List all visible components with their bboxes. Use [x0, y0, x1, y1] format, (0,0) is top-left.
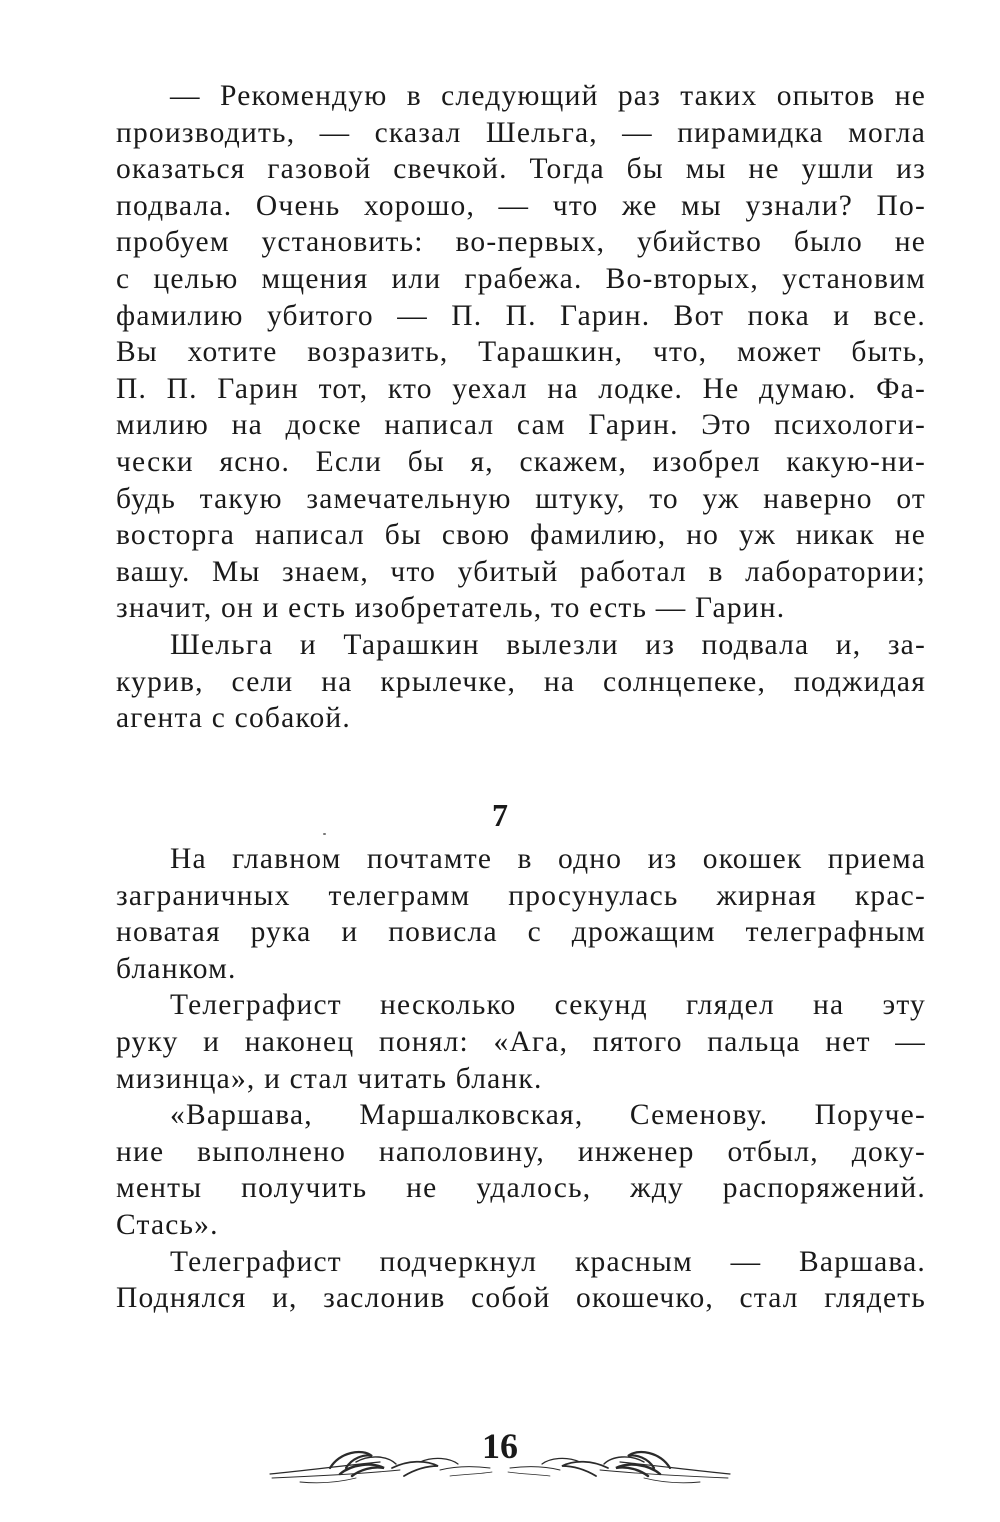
text-line: П. П. Гарин тот, кто уехал на лодке. Не думаю. Фа-: [116, 372, 926, 405]
text-line: милию на доске написал сам Гарин. Это психологи-: [116, 409, 926, 442]
text-line: заграничных телеграмм просунулась жирная крас-: [116, 879, 926, 912]
text-line: «Варшава, Маршалковская, Семенову. Поруче-: [170, 1099, 926, 1132]
text-line: Телеграфист подчеркнул красным — Варшава.: [170, 1245, 926, 1278]
text-line: пробуем установить: во-первых, убийство было не: [116, 226, 926, 259]
text-line: На главном почтамте в одно из окошек приема: [170, 843, 926, 875]
text-line: курив, сели на крылечке, на солнцепеке, поджидая: [116, 665, 926, 698]
text-line: новатая рука и повисла с дрожащим телеграфным: [116, 916, 926, 949]
paragraph: [116, 1244, 926, 1317]
text-line: менты получить не удалось, жду распоряжений.: [116, 1172, 926, 1205]
text-line: Вы хотите возразить, Тарашкин, что, может быть,: [116, 336, 926, 369]
paragraph: [116, 841, 926, 987]
text-line: будь такую замечательную штуку, то уж наверно от: [116, 482, 926, 515]
text-line: производить, — сказал Шельга, — пирамидка могла: [116, 116, 926, 149]
paragraph: [116, 627, 926, 737]
text-line: с целью мщения или грабежа. Во-вторых, установим: [116, 262, 926, 295]
text-line: агента с собакой.: [116, 702, 351, 735]
text-line: руку и наконец понял: «Ага, пятого пальца нет —: [116, 1025, 926, 1058]
text-line: чески ясно. Если бы я, скажем, изобрел какую-ни-: [116, 445, 926, 478]
text-line: — Рекомендую в следующий раз таких опытов не: [170, 80, 926, 112]
text-line: Шельга и Тарашкин вылезли из подвала и, за-: [170, 628, 926, 661]
text-line: ние выполнено наполовину, инженер отбыл, доку-: [116, 1135, 926, 1168]
page-number: 16: [482, 1426, 518, 1466]
text-line: Телеграфист несколько секунд глядел на эту: [170, 989, 926, 1022]
paragraph: [116, 78, 926, 627]
text-line: вашу. Мы знаем, что убитый работал в лаборатории;: [116, 555, 926, 588]
text-line: бланком.: [116, 952, 237, 985]
text-line: значит, он и есть изобретатель, то есть — Гарин.: [116, 592, 786, 625]
chapter-number: 7: [492, 797, 508, 833]
paragraph: [116, 1097, 926, 1243]
text-block-chapter-7: [116, 841, 926, 1317]
paragraph: [116, 987, 926, 1097]
text-line: подвала. Очень хорошо, — что же мы узнали? По-: [116, 189, 926, 222]
text-line: оказаться газовой свечкой. Тогда бы мы не ушли из: [116, 153, 926, 186]
text-line: восторга написал бы свою фамилию, но уж никак не: [116, 519, 926, 552]
text-line: Поднялся и, заслонив собой окошечко, стал глядеть: [116, 1282, 926, 1315]
text-line: Стась».: [116, 1208, 219, 1241]
text-line: фамилию убитого — П. П. Гарин. Вот пока и все.: [116, 299, 926, 332]
text-line: мизинца», и стал читать бланк.: [116, 1062, 543, 1095]
text-block-before-chapter: [116, 78, 926, 737]
